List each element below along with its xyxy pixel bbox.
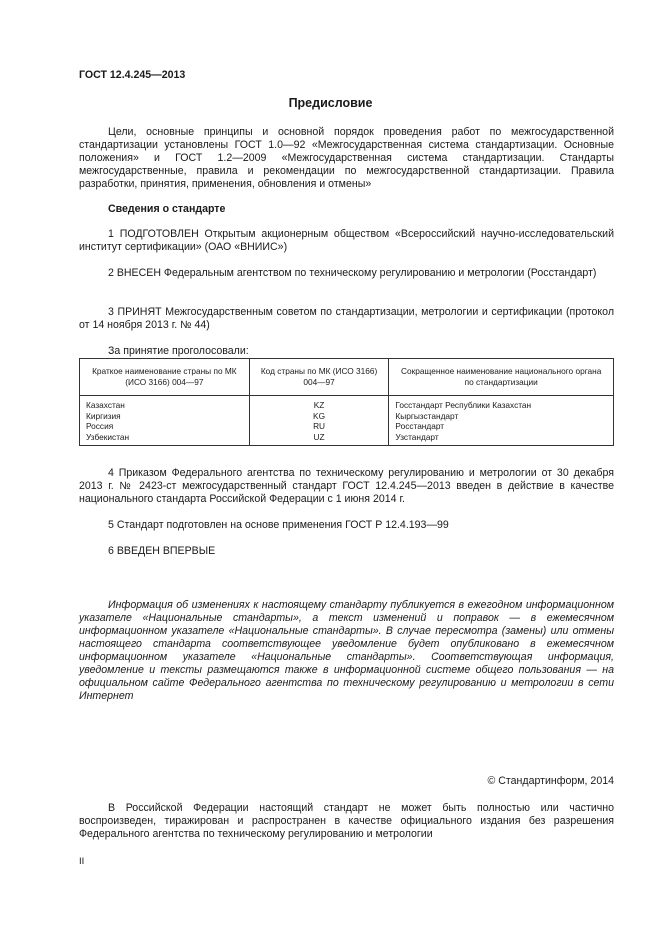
votes-table: [79, 358, 614, 446]
national-body-cell: Госстандарт Республики Казахстан: [389, 396, 614, 411]
country-code-cell: KG: [249, 411, 389, 422]
info-item-2: 2 ВНЕСЕН Федеральным агентством по техническому регулированию и метрологии (Росстандарт): [108, 267, 597, 279]
table-row: [80, 411, 614, 422]
voting-label: За принятие проголосовали:: [108, 345, 249, 357]
country-code-cell: KZ: [249, 396, 389, 411]
table-row: [80, 396, 614, 411]
country-code-cell: UZ: [249, 432, 389, 446]
national-body-cell: Узстандарт: [389, 432, 614, 446]
info-item-3: 3 ПРИНЯТ Межгосударственным советом по стандартизации, метрологии и сертификации (протокол от 14 ноября 2013 г. № 44): [79, 306, 614, 331]
header-national-body: Сокращенное наименование национального органа по стандартизации: [389, 359, 614, 396]
info-item-6: 6 ВВЕДЕН ВПЕРВЫЕ: [108, 545, 216, 557]
reproduction-rights-notice: В Российской Федерации настоящий стандарт не может быть полностью или частично воспроизведен, тиражирован и распространен в качестве официального издания без разрешения Федерального агентства по техническому регулированию и метрологии: [79, 802, 614, 840]
changes-info-note: Информация об изменениях к настоящему стандарту публикуется в ежегодном информационном указателе «Национальные стандарты», а текст изменений и поправок — в ежемесячном информационном указателе «Национальные стандарты». В случае пересмотра (замены) или отмены настоящего стандарта соответствующее уведомление будет опубликовано в ежемесячном информационном указателе «Национальные стандарты». Соответствующая информация, уведомление и тексты размещаются также в информационной системе общего пользования — на официальном сайте Федерального агентства по техническому регулированию и метрологии в сети Интернет: [79, 599, 614, 702]
document-code: ГОСТ 12.4.245—2013: [79, 69, 186, 81]
header-country-code: Код страны по МК (ИСО 3166) 004—97: [249, 359, 389, 396]
info-item-5: 5 Стандарт подготовлен на основе применения ГОСТ Р 12.4.193—99: [108, 519, 449, 531]
page-title: Предисловие: [288, 96, 373, 110]
country-name-cell: Киргизия: [80, 411, 250, 422]
preamble-paragraph: Цели, основные принципы и основной порядок проведения работ по межгосударственной стандартизации установлены ГОСТ 1.0—92 «Межгосударственная система стандартизации. Основные положения» и ГОСТ 1.2—2009 «Межгосударственная система стандартизации. Стандарты межгосударственные, правила и рекомендации по межгосударственной стандартизации. Правила разработки, принятия, применения, обновления и отмены»: [79, 126, 614, 190]
info-item-4: 4 Приказом Федерального агентства по техническому регулированию и метрологии от 30 декабря 2013 г. № 2423-ст межгосударственный стандарт ГОСТ 12.4.245—2013 введен в действие в качестве национального стандарта Российской Федерации с 1 июня 2014 г.: [79, 467, 614, 505]
copyright-notice: © Стандартинформ, 2014: [487, 775, 614, 787]
info-item-1: 1 ПОДГОТОВЛЕН Открытым акционерным обществом «Всероссийский научно-исследовательский институт сертификации» (ОАО «ВНИИС»): [79, 228, 614, 253]
country-name-cell: Казахстан: [80, 396, 250, 411]
page-number: II: [79, 856, 85, 867]
country-name-cell: Узбекистан: [80, 432, 250, 446]
header-country-name: Краткое наименование страны по МК (ИСО 3166) 004—97: [80, 359, 250, 396]
table-header-row: [80, 359, 614, 396]
country-code-cell: RU: [249, 421, 389, 432]
country-name-cell: Россия: [80, 421, 250, 432]
national-body-cell: Росстандарт: [389, 421, 614, 432]
table-row: [80, 432, 614, 446]
table-row: [80, 421, 614, 432]
national-body-cell: Кыргызстандарт: [389, 411, 614, 422]
section-heading: Сведения о стандарте: [108, 203, 226, 215]
